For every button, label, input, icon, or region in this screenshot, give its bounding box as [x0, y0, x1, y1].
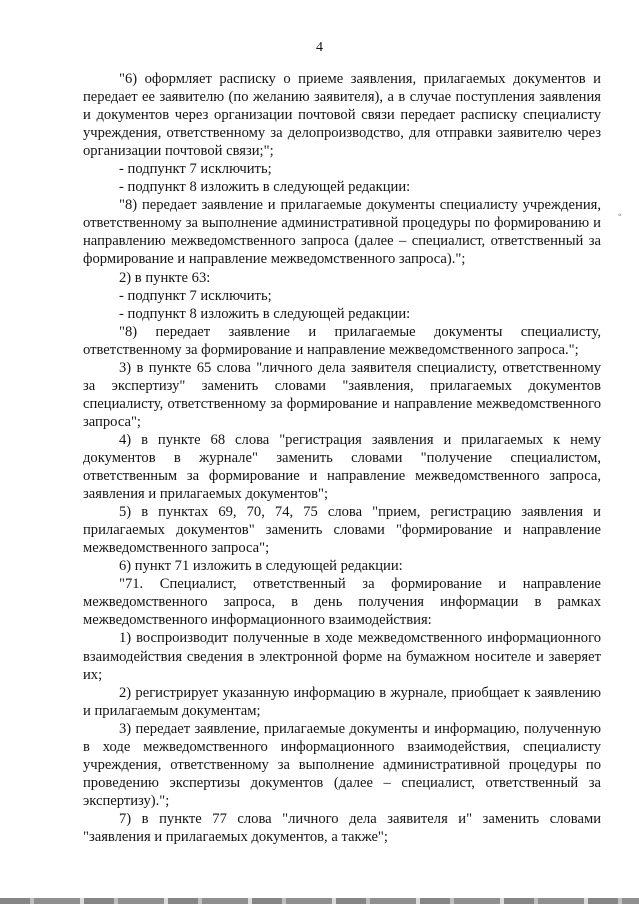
paragraph: "71. Специалист, ответственный за формирование и направление межведомственного запроса, в день получения информации в рамках межведомственного информационного взаимодействия: — [83, 576, 601, 629]
paragraph: 4) в пункте 68 слова "регистрация заявления и прилагаемых к нему документов в журнале" заменить словами "получение специалистом, ответственным за формирование и направление межведомственного запроса, заявления и прилагаемых документов"; — [83, 431, 601, 503]
paragraph: 3) передает заявление, прилагаемые документы и информацию, полученную в ходе межведомственного информационного взаимодействия, специалисту учреждения, ответственному за выполнение административной процедуры по проведению экспертизы документов (далее – специалист, ответственный за экспертизу)."; — [83, 720, 601, 809]
scan-speck: ◦ — [618, 210, 622, 221]
paragraph: 3) в пункте 65 слова "личного дела заявителя специалисту, ответственному за экспертизу" заменить словами "заявления, прилагаемых документов специалисту, ответственному за формирование и направление межведомственного запроса"; — [83, 359, 601, 430]
paragraph: 7) в пункте 77 слова "личного дела заявителя и" заменить словами "заявления и прилагаемых документов, а также"; — [83, 810, 601, 845]
paragraph: 2) в пункте 63: — [119, 269, 211, 286]
paragraph: "6) оформляет расписку о приеме заявления, прилагаемых документов и передает ее заявителю (по желанию заявителя), а в случае поступления заявления и документов через организации почтовой связи передает расписку специалисту учреждения, ответственному за делопроизводство, для отправки заявителю через организации почтовой связи;"; — [83, 71, 601, 160]
paragraph: - подпункт 7 исключить; — [119, 161, 272, 178]
paragraph: 1) воспроизводит полученные в ходе межведомственного информационного взаимодействия сведения в электронной форме на бумажном носителе и заверяет их; — [83, 630, 601, 683]
paragraph: "8) передает заявление и прилагаемые документы специалисту учреждения, ответственному за выполнение административной процедуры по формированию и направлению межведомственного запроса (далее – специалист, ответственный за формирование и направление межведомственного запроса)."; — [83, 197, 601, 268]
paragraph: 2) регистрирует указанную информацию в журнале, приобщает к заявлению и прилагаемым документам; — [83, 684, 601, 719]
page-number: 4 — [316, 40, 323, 55]
paragraph: - подпункт 7 исключить; — [119, 287, 272, 304]
paragraph: - подпункт 8 изложить в следующей редакции: — [119, 179, 411, 196]
paragraph: 5) в пунктах 69, 70, 74, 75 слова "прием, регистрацию заявления и прилагаемых документов" заменить словами "формирование и направление межведомственного запроса"; — [83, 504, 601, 557]
scan-bottom-edge — [0, 898, 639, 904]
paragraph: - подпункт 8 изложить в следующей редакции: — [119, 305, 411, 322]
document-body — [83, 70, 601, 846]
paragraph: "8) передает заявление и прилагаемые документы специалисту, ответственному за формирование и направление межведомственного запроса."; — [83, 323, 601, 358]
paragraph: 6) пункт 71 изложить в следующей редакции: — [119, 558, 403, 575]
